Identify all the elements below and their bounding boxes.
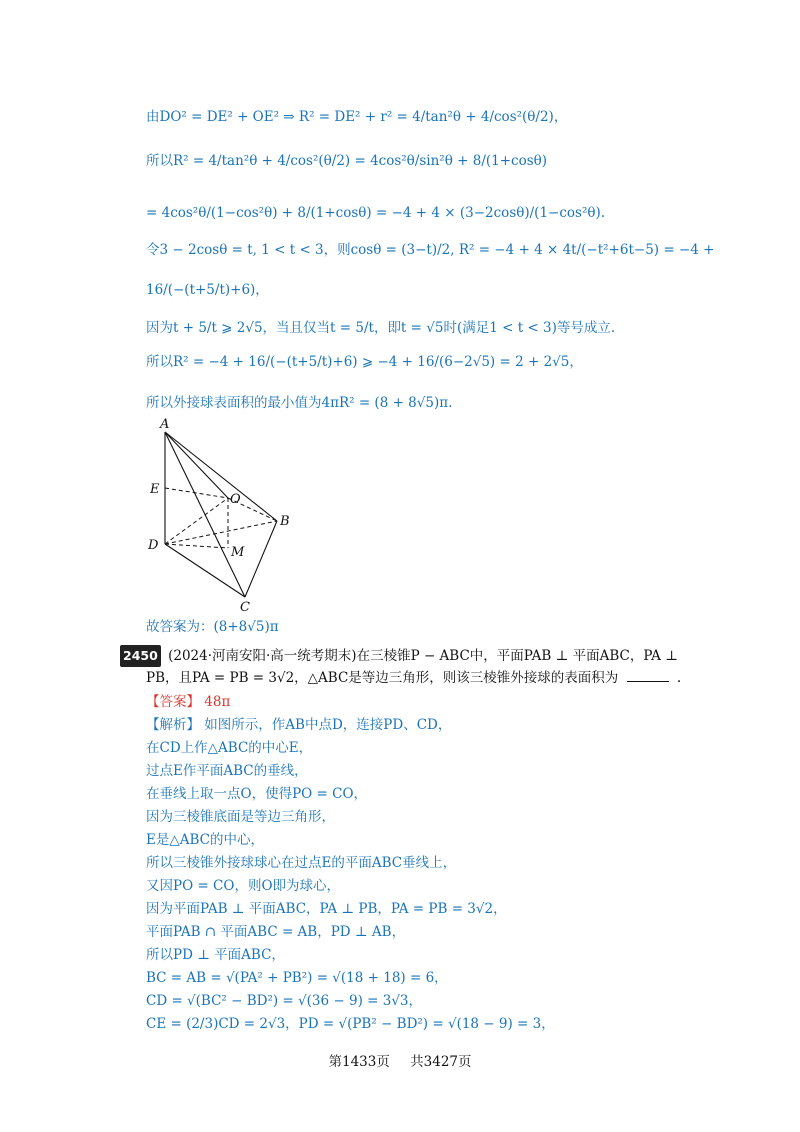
analysis-text-13: CE = (2/3)CD = 2√3，PD = √(PB² − BD²) = √(18 − 9) = 3， xyxy=(146,1016,555,1032)
analysis-line-6 xyxy=(146,853,456,873)
problem-line-2 xyxy=(146,668,681,688)
solution-line-7 xyxy=(146,352,583,372)
analysis-text-3: 在垂线上取一点O，使得PO = CO， xyxy=(146,786,368,802)
analysis-line-1 xyxy=(146,738,312,758)
solution-line-2 xyxy=(146,151,547,171)
label-m: M xyxy=(231,545,245,560)
analysis-line-13 xyxy=(146,1014,555,1034)
analysis-tag: 【解析】 xyxy=(146,717,200,733)
edge-db xyxy=(165,521,277,544)
analysis-text-4: 因为三棱锥底面是等边三角形， xyxy=(146,809,335,825)
solution-line-6-text: 因为t + 5/t ⩾ 2√5，当且仅当t = 5/t，即t = √5时(满足1 < t < 3)等号成立. xyxy=(146,320,616,336)
analysis-line-11 xyxy=(146,968,448,988)
solution-line-8-text: 所以外接球表面积的最小值为4πR² = (8 + 8√5)π. xyxy=(146,395,453,411)
analysis-text-8: 因为平面PAB ⊥ 平面ABC，PA ⊥ PB，PA = PB = 3√2， xyxy=(146,901,507,917)
solution-line-5 xyxy=(146,280,269,300)
page-footer xyxy=(0,1050,800,1070)
analysis-text-1: 在CD上作△ABC的中心E， xyxy=(146,740,313,756)
answer-summary-text: 故答案为：(8+8√5)π xyxy=(146,619,279,635)
tetrahedron-figure xyxy=(140,410,300,615)
answer-value: 48π xyxy=(204,694,231,710)
analysis-text-11: BC = AB = √(PA² + PB²) = √(18 + 18) = 6， xyxy=(146,970,448,986)
solution-line-4 xyxy=(146,240,714,260)
edge-ao xyxy=(165,432,228,498)
analysis-text-7: 又因PO = CO，则O即为球心， xyxy=(146,878,341,894)
problem-text-2: PB，且PA = PB = 3√2，△ABC是等边三角形，则该三棱锥外接球的表面积为 xyxy=(146,670,619,686)
analysis-line-3 xyxy=(146,784,367,804)
label-d: D xyxy=(148,538,159,553)
problem-line-1 xyxy=(120,645,678,667)
analysis-line-2 xyxy=(146,761,308,781)
edge-bc xyxy=(245,521,277,597)
label-e: E xyxy=(150,482,160,497)
analysis-line-10 xyxy=(146,945,285,965)
problem-number-badge: 2450 xyxy=(120,645,161,667)
analysis-line-0 xyxy=(146,715,451,735)
analysis-line-4 xyxy=(146,807,335,827)
segment-do xyxy=(165,498,228,544)
analysis-line-9 xyxy=(146,922,405,942)
label-a: A xyxy=(160,417,170,432)
analysis-text-5: E是△ABC的中心， xyxy=(146,832,264,848)
problem-text-1: (2024·河南安阳·高一统考期末)在三棱锥P − ABC中，平面PAB ⊥ 平面ABC，PA ⊥ xyxy=(168,648,678,664)
label-b: B xyxy=(280,514,290,529)
solution-line-3-text: = 4cos²θ/(1−cos²θ) + 8/(1+cosθ) = −4 + 4 × (3−2cosθ)/(1−cos²θ). xyxy=(146,205,606,221)
problem-text-2-end: . xyxy=(676,670,682,686)
answer-blank xyxy=(627,669,669,682)
segment-dm xyxy=(165,544,228,548)
solution-line-7-text: 所以R² = −4 + 16/(−(t+5/t)+6) ⩾ −4 + 16/(6−2√5) = 2 + 2√5， xyxy=(146,354,583,370)
solution-line-6 xyxy=(146,318,615,338)
analysis-text-10: 所以PD ⊥ 平面ABC， xyxy=(146,947,285,963)
analysis-line-12 xyxy=(146,991,422,1011)
label-o: O xyxy=(230,492,241,507)
analysis-line-7 xyxy=(146,876,340,896)
analysis-line-5 xyxy=(146,830,264,850)
solution-line-5-text: 16/(−(t+5/t)+6)， xyxy=(146,282,269,298)
edge-ab xyxy=(165,432,277,521)
page-number: 第1433页 xyxy=(328,1054,390,1070)
solution-line-1 xyxy=(146,107,567,127)
answer-summary xyxy=(146,617,279,637)
analysis-text-0: 如图所示，作AB中点D，连接PD、CD， xyxy=(204,717,452,733)
analysis-text-12: CD = √(BC² − BD²) = √(36 − 9) = 3√3， xyxy=(146,993,423,1009)
analysis-line-8 xyxy=(146,899,507,919)
total-pages: 共3427页 xyxy=(410,1054,472,1070)
solution-line-2-text: 所以R² = 4/tan²θ + 4/cos²(θ/2) = 4cos²θ/sin²θ + 8/(1+cosθ) xyxy=(146,153,548,169)
answer-tag: 【答案】 xyxy=(146,694,200,710)
solution-line-1-text: 由DO² = DE² + OE² ⇒ R² = DE² + r² = 4/tan²θ + 4/cos²(θ/2)， xyxy=(146,109,568,125)
solution-line-4-text: 令3 − 2cosθ = t, 1 < t < 3，则cosθ = (3−t)/2, R² = −4 + 4 × 4t/(−t²+6t−5) = −4 + xyxy=(146,242,715,258)
analysis-text-9: 平面PAB ∩ 平面ABC = AB，PD ⊥ AB， xyxy=(146,924,406,940)
label-c: C xyxy=(240,600,250,615)
analysis-text-2: 过点E作平面ABC的垂线， xyxy=(146,763,308,779)
analysis-text-6: 所以三棱锥外接球球心在过点E的平面ABC垂线上， xyxy=(146,855,457,871)
answer-line xyxy=(146,692,230,712)
solution-line-3 xyxy=(146,203,605,223)
